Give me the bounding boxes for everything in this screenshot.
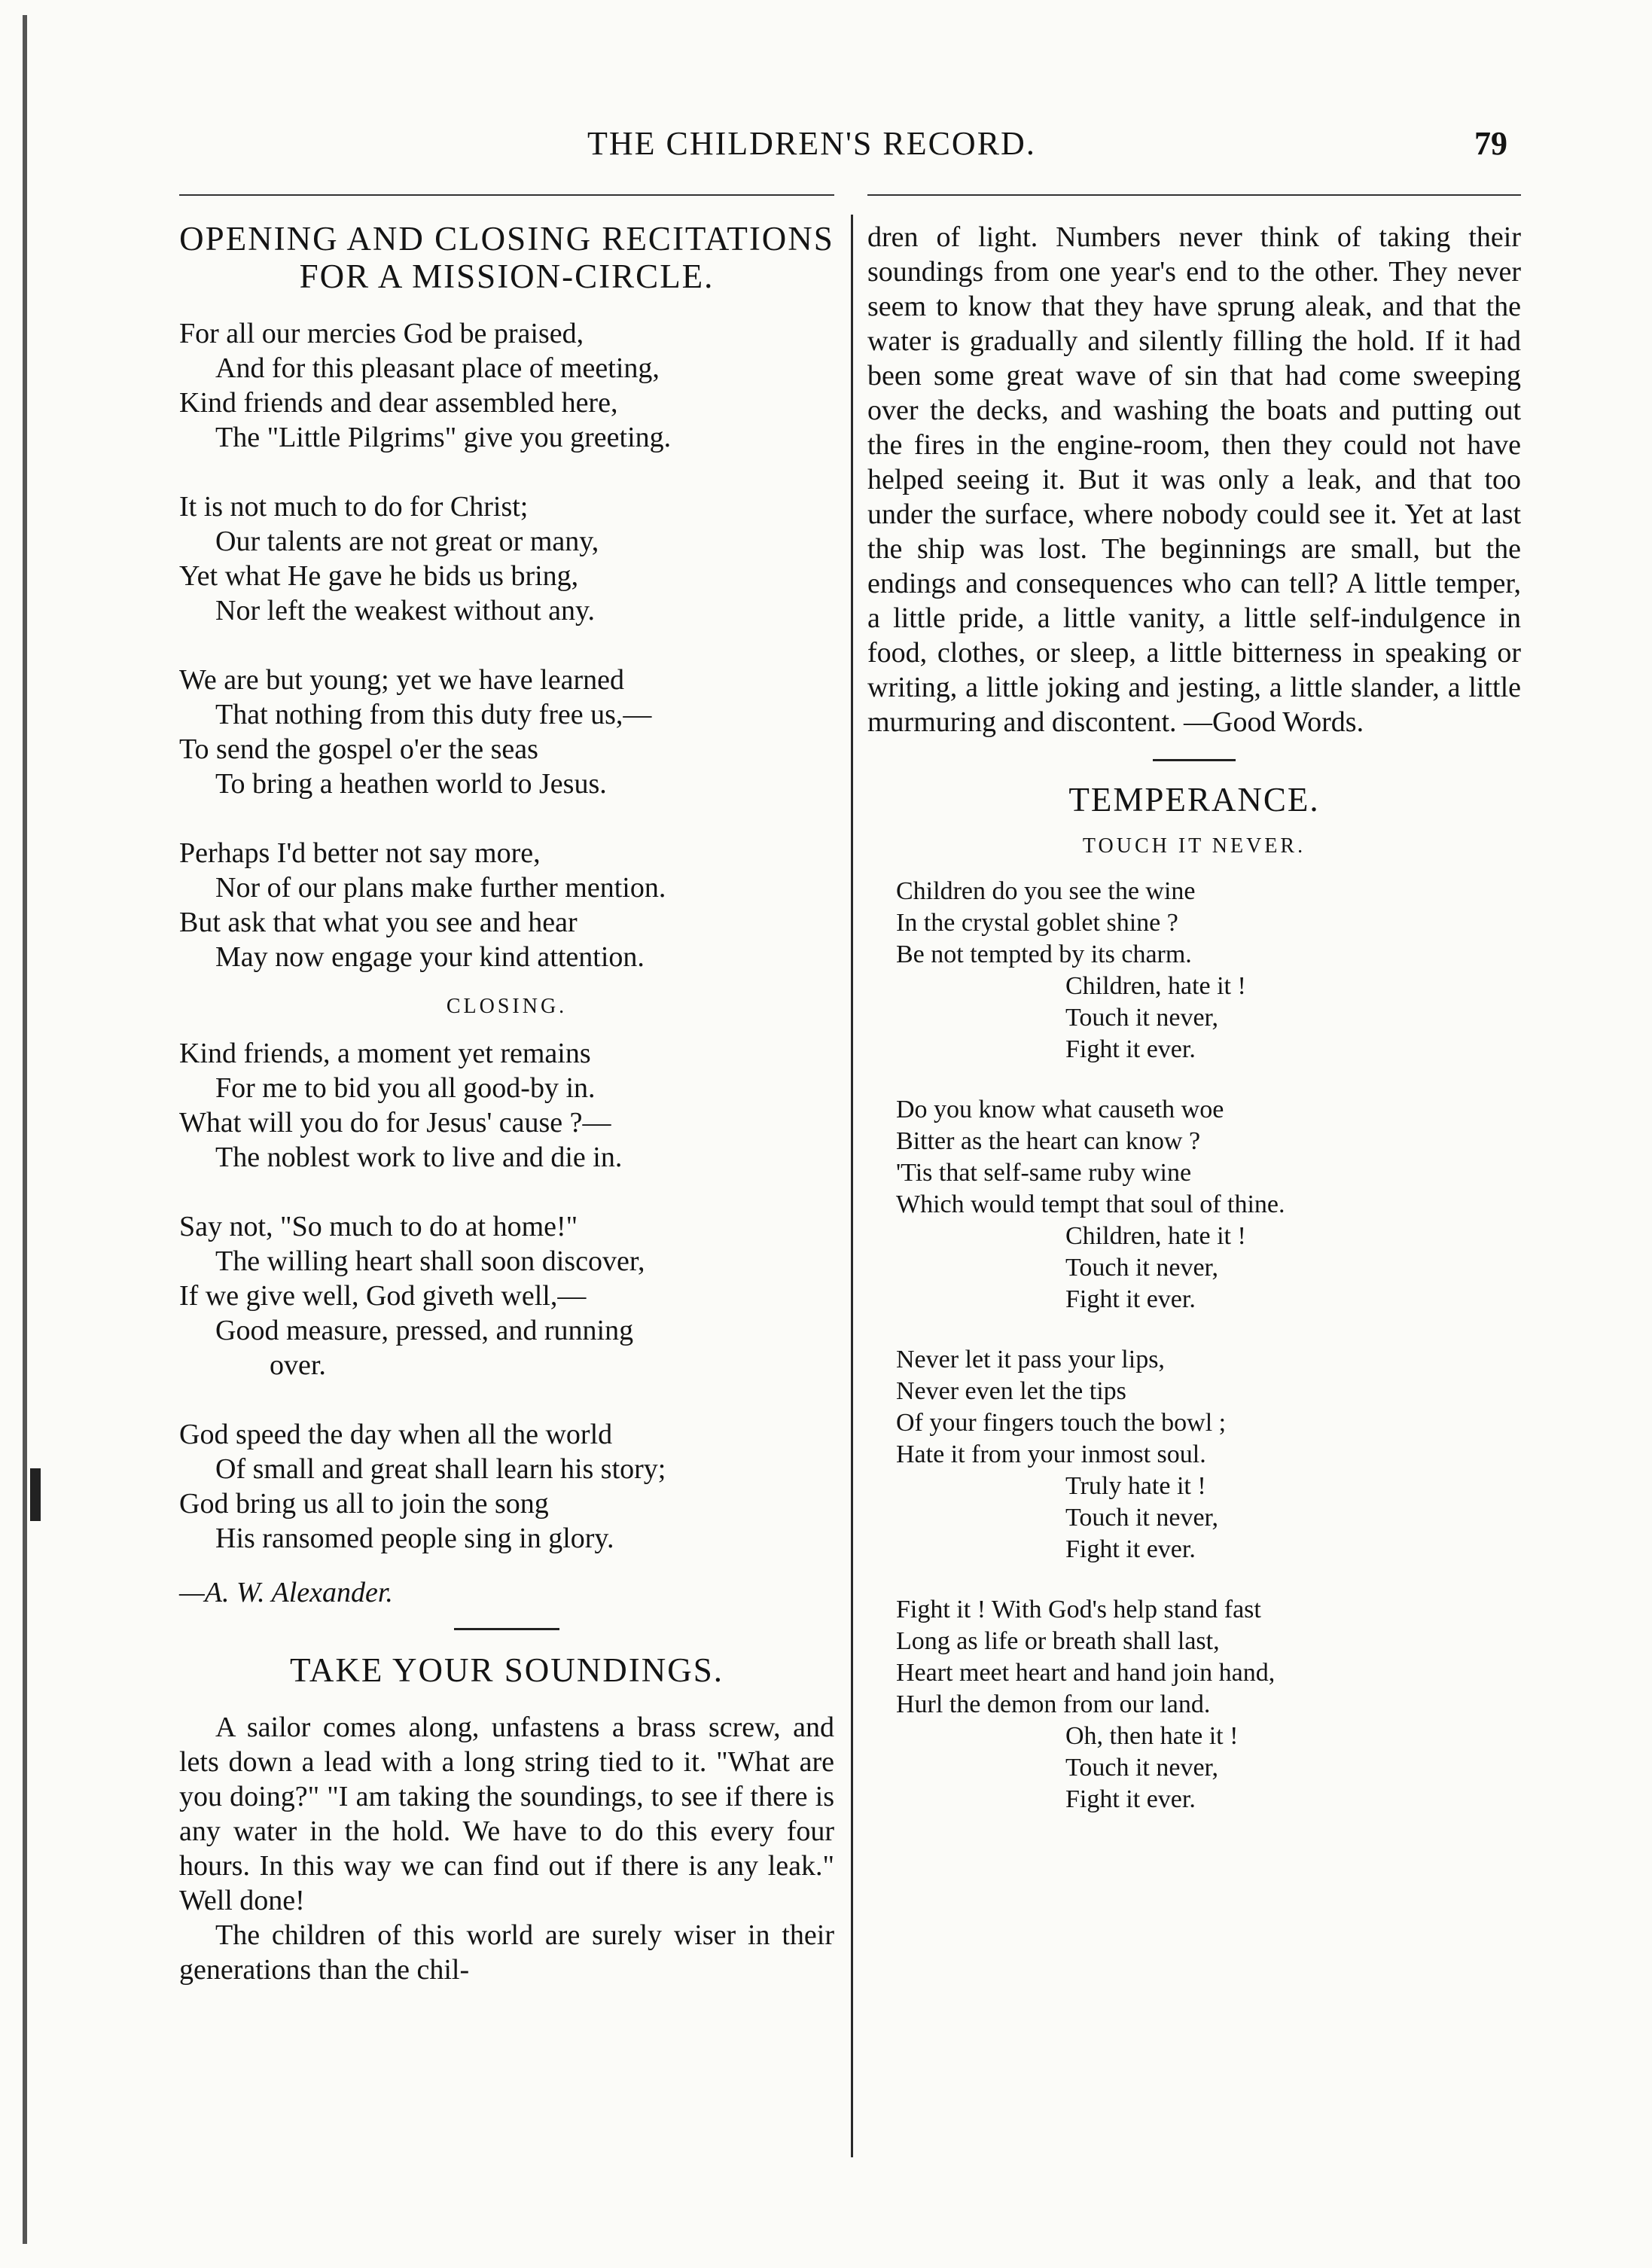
poem-line: Which would tempt that soul of thine. <box>896 1190 1285 1218</box>
poem-refrain: Truly hate it ! <box>1065 1472 1206 1500</box>
poem-line: Heart meet heart and hand join hand, <box>896 1659 1276 1687</box>
soundings-paragraph: The children of this world are surely wiser in their generations than the chil- <box>179 1919 834 1986</box>
running-title: THE CHILDREN'S RECORD. <box>587 125 1036 162</box>
poem-line: Long as life or breath shall last, <box>896 1627 1220 1655</box>
left-column <box>179 220 834 1987</box>
poem-line: Our talents are not great or many, <box>215 526 599 557</box>
temperance-stanza <box>867 876 1521 1065</box>
column-divider <box>851 215 853 2157</box>
poem-line: Kind friends, a moment yet remains <box>179 1038 591 1069</box>
poem-line: What will you do for Jesus' cause ?— <box>179 1107 611 1139</box>
poem-refrain: Children, hate it ! <box>1065 1222 1246 1250</box>
poem-line: That nothing from this duty free us,— <box>215 699 652 730</box>
page-header <box>0 124 1652 177</box>
poem-line: May now engage your kind attention. <box>215 941 645 973</box>
poem-line: over. <box>270 1349 326 1381</box>
poem-refrain: Fight it ever. <box>1065 1035 1196 1063</box>
recitation-title: OPENING AND CLOSING RECITATIONS FOR A MISSION-CIRCLE. <box>179 220 834 295</box>
poem-line: Never let it pass your lips, <box>896 1346 1165 1373</box>
closing-stanza <box>179 1209 834 1382</box>
header-rule-left <box>179 194 834 196</box>
poem-line: It is not much to do for Christ; <box>179 491 529 523</box>
closing-heading: CLOSING. <box>446 995 568 1018</box>
poem-refrain: Fight it ever. <box>1065 1535 1196 1563</box>
section-divider <box>454 1628 559 1630</box>
temperance-title: TEMPERANCE. <box>1068 781 1320 818</box>
poem-attribution: —A. W. Alexander. <box>179 1577 393 1608</box>
poem-line: And for this pleasant place of meeting, <box>215 352 660 384</box>
poem-refrain: Fight it ever. <box>1065 1785 1196 1813</box>
poem-line: Kind friends and dear assembled here, <box>179 387 618 419</box>
opening-stanza <box>179 663 834 801</box>
poem-line: We are but young; yet we have learned <box>179 664 624 696</box>
section-divider <box>1153 759 1236 761</box>
scan-edge-mark <box>30 1468 41 1521</box>
right-column <box>867 220 1521 1844</box>
poem-refrain: Oh, then hate it ! <box>1065 1722 1239 1750</box>
opening-stanza <box>179 316 834 455</box>
poem-line: Never even let the tips <box>896 1377 1126 1405</box>
poem-line: Do you know what causeth woe <box>896 1096 1224 1123</box>
poem-refrain: Touch it never, <box>1065 1754 1219 1782</box>
closing-stanza <box>179 1417 834 1556</box>
poem-line: Fight it ! With God's help stand fast <box>896 1596 1261 1623</box>
temperance-stanza <box>867 1344 1521 1565</box>
scan-edge-mark <box>23 15 27 2244</box>
poem-line: For all our mercies God be praised, <box>179 318 584 349</box>
poem-line: If we give well, God giveth well,— <box>179 1280 587 1312</box>
poem-line: Children do you see the wine <box>896 877 1196 905</box>
poem-line: Hate it from your inmost soul. <box>896 1440 1206 1468</box>
poem-line: Nor left the weakest without any. <box>215 595 596 626</box>
poem-line: Yet what He gave he bids us bring, <box>179 560 579 592</box>
closing-stanza <box>179 1036 834 1175</box>
soundings-title: TAKE YOUR SOUNDINGS. <box>290 1651 724 1689</box>
poem-refrain: Touch it never, <box>1065 1254 1219 1282</box>
poem-line: Nor of our plans make further mention. <box>215 872 666 904</box>
header-rule-right <box>867 194 1521 196</box>
poem-line: Perhaps I'd better not say more, <box>179 837 541 869</box>
poem-line: Of your fingers touch the bowl ; <box>896 1409 1227 1437</box>
poem-line: Say not, "So much to do at home!" <box>179 1211 578 1242</box>
poem-refrain: Touch it never, <box>1065 1004 1219 1032</box>
poem-line: But ask that what you see and hear <box>179 907 578 938</box>
temperance-stanza <box>867 1094 1521 1315</box>
poem-line: 'Tis that self-same ruby wine <box>896 1159 1192 1187</box>
temperance-stanza <box>867 1594 1521 1815</box>
temperance-subtitle: TOUCH IT NEVER. <box>1082 834 1306 858</box>
poem-line: Of small and great shall learn his story; <box>215 1453 666 1485</box>
poem-line: Be not tempted by its charm. <box>896 940 1192 968</box>
poem-refrain: Children, hate it ! <box>1065 972 1246 1000</box>
opening-stanza <box>179 836 834 974</box>
poem-line: The willing heart shall soon discover, <box>215 1245 645 1277</box>
poem-line: God speed the day when all the world <box>179 1419 613 1450</box>
poem-refrain: Touch it never, <box>1065 1504 1219 1532</box>
poem-line: The "Little Pilgrims" give you greeting. <box>215 422 672 453</box>
poem-line: Bitter as the heart can know ? <box>896 1127 1201 1155</box>
opening-stanza <box>179 489 834 628</box>
poem-line: Hurl the demon from our land. <box>896 1690 1211 1718</box>
poem-line: For me to bid you all good-by in. <box>215 1072 596 1104</box>
poem-line: The noblest work to live and die in. <box>215 1142 623 1173</box>
soundings-paragraph: A sailor comes along, unfastens a brass screw, and lets down a lead with a long string tied to it. "What are you doing?" "I am taking the soundings, to see if there is any water in the hold. We have to do this every four hours. In this way we can find out if there is any leak." Well done! <box>179 1712 834 1916</box>
poem-line: His ransomed people sing in glory. <box>215 1523 614 1554</box>
poem-line: In the crystal goblet shine ? <box>896 909 1178 937</box>
page-number: 79 <box>1474 125 1507 162</box>
soundings-continued: dren of light. Numbers never think of taking their soundings from one year's end to the other. They never seem to know that they have sprung aleak, and that the water is gradually and silently filling the hold. If it had been some great wave of sin that had come sweeping over the decks, and washing the boats and putting out the fires in the engine-room, then they could not have helped seeing it. But it was only a leak, and that too under the surface, where nobody could see it. Yet at last the ship was lost. The beginnings are small, but the endings and consequences who can tell? A little temper, a little pride, a little vanity, a little self-indulgence in food, clothes, or sleep, a little bitterness in speaking or writing, a little joking and jesting, a little slander, a little murmuring and discontent. —Good Words. <box>867 221 1521 738</box>
poem-line: God bring us all to join the song <box>179 1488 549 1520</box>
poem-line: To send the gospel o'er the seas <box>179 733 538 765</box>
poem-line: Good measure, pressed, and running <box>215 1315 634 1346</box>
poem-refrain: Fight it ever. <box>1065 1285 1196 1313</box>
poem-line: To bring a heathen world to Jesus. <box>215 768 607 800</box>
